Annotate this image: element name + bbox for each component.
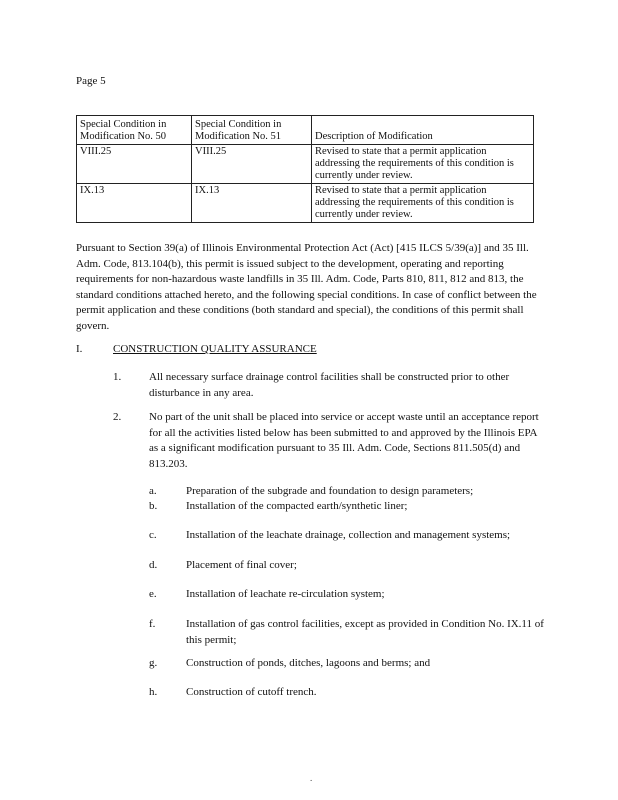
table-cell-mod50: IX.13 (77, 184, 192, 223)
section-title: CONSTRUCTION QUALITY ASSURANCE (113, 343, 317, 355)
subitem-letter: c. (149, 529, 157, 541)
table-header-row (77, 116, 534, 145)
subitem-text: Installation of gas control facilities, except as provided in Condition No. IX.11 of this permit; (186, 618, 544, 646)
table-cell-mod50: VIII.25 (77, 145, 192, 184)
intro-paragraph: Pursuant to Section 39(a) of Illinois Environmental Protection Act (Act) [415 ILCS 5/39(a)] and 35 Ill. Adm. Code, 813.104(b), this permit is issued subject to the development, operating and reporting requirements for non-hazardous waste landfills in 35 Ill. Adm. Code, Parts 810, 811, 812 and 813, the standard conditions attached hereto, and the following special conditions. In case of conflict between the permit application and these conditions (both standard and special), the conditions of this permit shall govern. (76, 242, 537, 332)
subitem-text: Installation of the compacted earth/synthetic liner; (186, 500, 408, 512)
item-text: No part of the unit shall be placed into service or accept waste until an acceptance report for all the activities listed below has been submitted to and approved by the Illinois EPA as a significant modification pursuant to 35 Ill. Adm. Code, Sections 811.505(d) and 813.203. (149, 411, 539, 470)
section-number: I. (76, 343, 83, 355)
subitem-letter: g. (149, 657, 158, 669)
table-cell-description: Revised to state that a permit application addressing the requirements of this condition is currently under review. (312, 145, 534, 184)
subitem-letter: e. (149, 588, 157, 600)
item-number: 2. (113, 411, 122, 423)
header-cell-mod51: Special Condition in Modification No. 51 (192, 116, 312, 145)
modification-table (76, 115, 534, 223)
table-row (77, 184, 534, 223)
table-cell-mod51: IX.13 (192, 184, 312, 223)
subitem-text: Installation of leachate re-circulation system; (186, 588, 385, 600)
subitem-letter: h. (149, 686, 158, 698)
subitem-text: Construction of ponds, ditches, lagoons and berms; and (186, 657, 431, 669)
header-cell-description: Description of Modification (312, 116, 534, 145)
subitem-text: Construction of cutoff trench. (186, 686, 317, 698)
subitem-letter: f. (149, 618, 156, 630)
table-row (77, 145, 534, 184)
page-label: Page 5 (76, 75, 106, 87)
table-cell-description: Revised to state that a permit application addressing the requirements of this condition is currently under review. (312, 184, 534, 223)
subitem-letter: d. (149, 559, 158, 571)
subitem-text: Preparation of the subgrade and foundation to design parameters; (186, 485, 474, 497)
item-text: All necessary surface drainage control facilities shall be constructed prior to other disturbance in any area. (149, 371, 510, 399)
subitem-text: Installation of the leachate drainage, collection and management systems; (186, 529, 511, 541)
subitem-letter: b. (149, 500, 158, 512)
table-cell-mod51: VIII.25 (192, 145, 312, 184)
subitem-letter: a. (149, 485, 157, 497)
footer-mark: . (310, 773, 313, 783)
subitem-text: Placement of final cover; (186, 559, 297, 571)
item-number: 1. (113, 371, 122, 383)
header-cell-mod50: Special Condition in Modification No. 50 (77, 116, 192, 145)
